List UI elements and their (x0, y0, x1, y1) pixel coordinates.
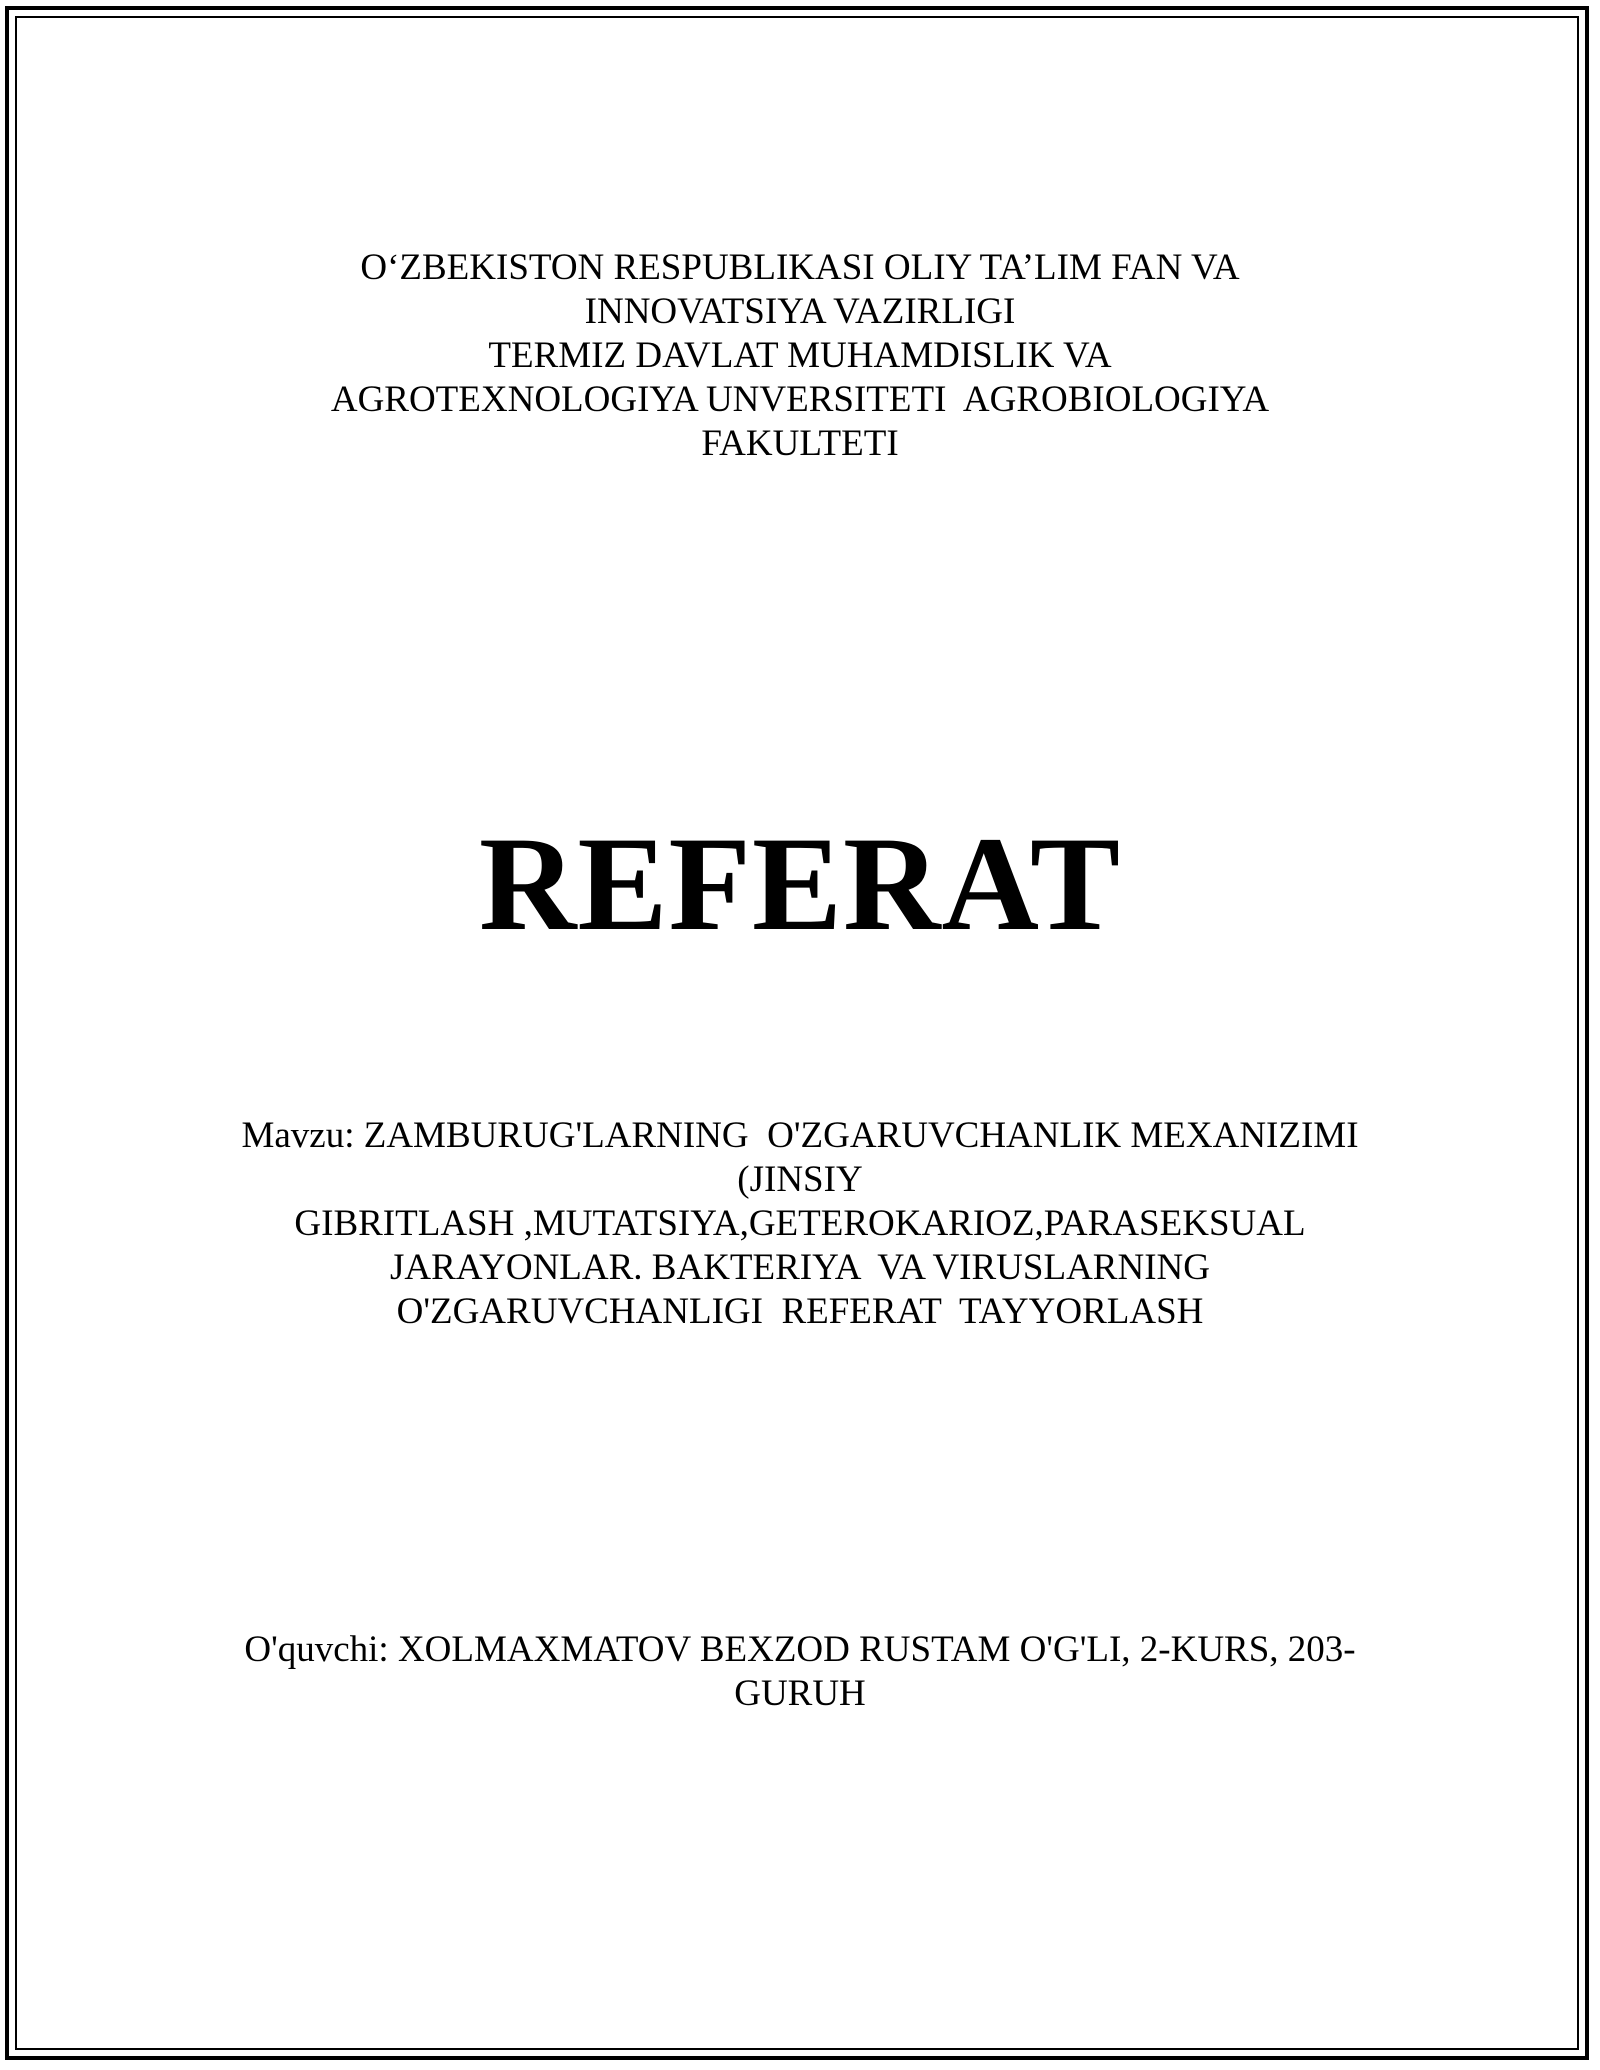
institution-header (0, 246, 1600, 466)
topic-line: GIBRITLASH ,MUTATSIYA,GETEROKARIOZ,PARASEKSUAL (294, 1203, 1306, 1244)
topic-line: (JINSIY (737, 1159, 863, 1200)
header-line: O‘ZBEKISTON RESPUBLIKASI OLIY TA’LIM FAN VA (360, 247, 1240, 288)
topic-line: Mavzu: ZAMBURUG'LARNING O'ZGARUVCHANLIK MEXANIZIMI (241, 1115, 1359, 1156)
topic-line: JARAYONLAR. BAKTERIYA VA VIRUSLARNING (390, 1247, 1210, 1288)
document-title-block (0, 805, 1600, 965)
header-line: AGROTEXNOLOGIYA UNVERSITETI AGROBIOLOGIYA (330, 379, 1270, 420)
student-info (0, 1628, 1600, 1716)
student-line: O'quvchi: XOLMAXMATOV BEXZOD RUSTAM O'G'LI, 2-KURS, 203- (244, 1629, 1356, 1670)
header-line: TERMIZ DAVLAT MUHAMDISLIK VA (488, 335, 1112, 376)
topic-line: O'ZGARUVCHANLIGI REFERAT TAYYORLASH (396, 1291, 1204, 1332)
topic-block (0, 1114, 1600, 1334)
student-line: GURUH (734, 1673, 866, 1714)
header-line: FAKULTETI (701, 423, 899, 464)
header-line: INNOVATSIYA VAZIRLIGI (584, 291, 1016, 332)
document-title: REFERAT (478, 810, 1122, 959)
